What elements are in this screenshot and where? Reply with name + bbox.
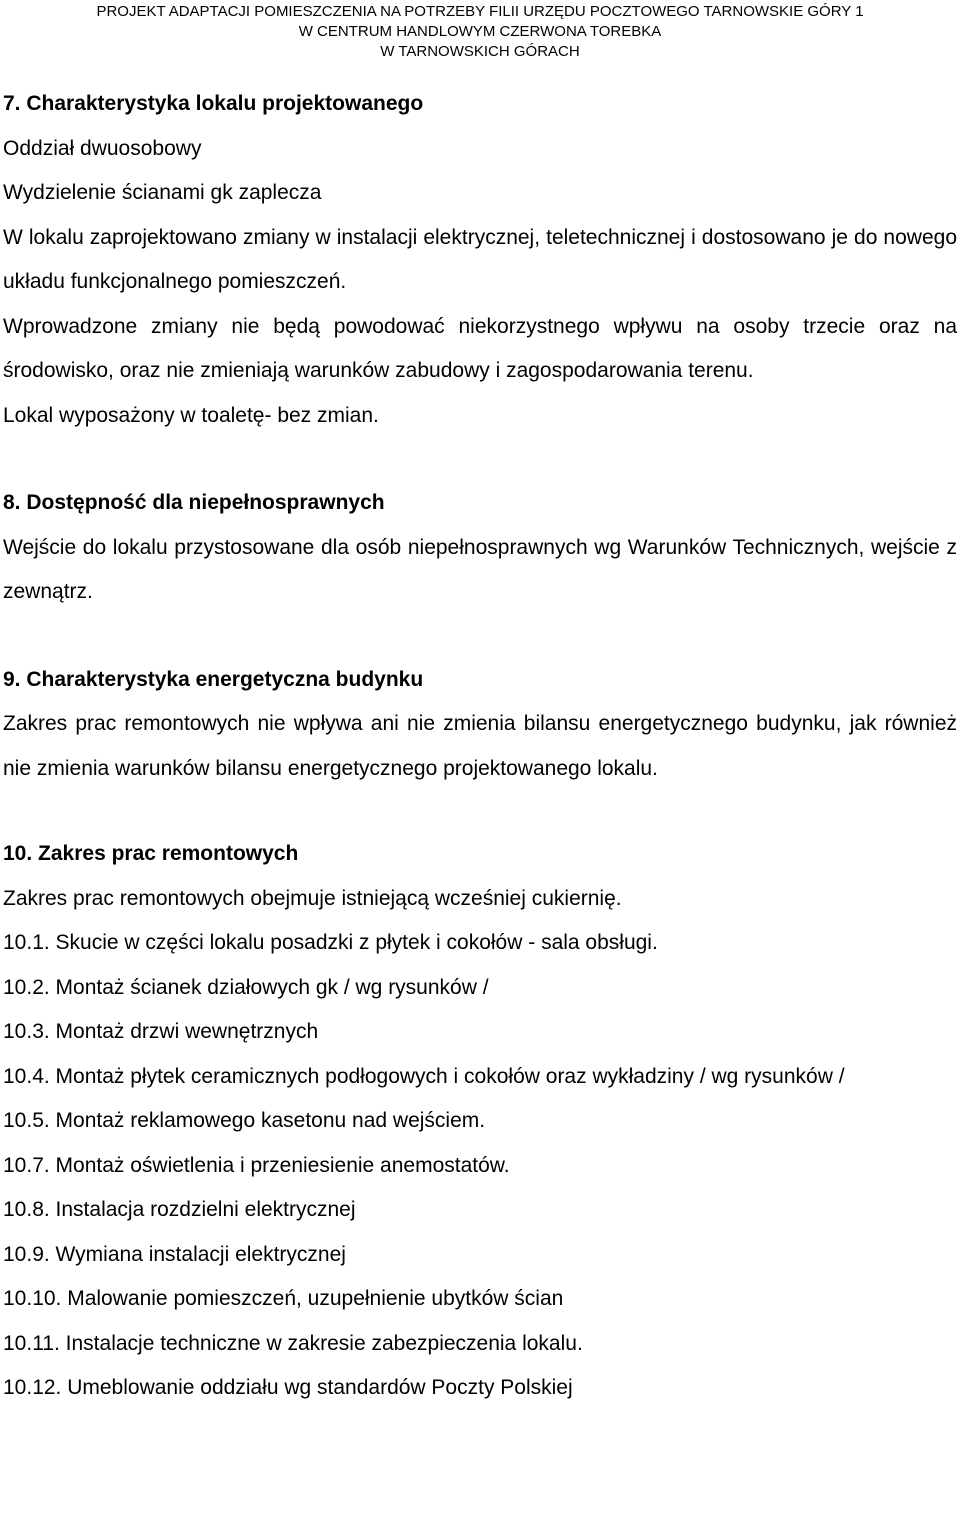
section-10-intro: Zakres prac remontowych obejmuje istniejącą wcześniej cukiernię.	[3, 886, 622, 910]
header-line-2: W CENTRUM HANDLOWYM CZERWONA TOREBKA	[298, 23, 662, 40]
list-item: 10.8. Instalacja rozdzielni elektrycznej	[3, 1198, 356, 1221]
list-item: 10.3. Montaż drzwi wewnętrznych	[3, 1020, 319, 1043]
list-item: 10.11. Instalacje techniczne w zakresie zabezpieczenia lokalu.	[3, 1331, 583, 1355]
section-7-paragraph: Wprowadzone zmiany nie będą powodować niekorzystnego wpływu na osoby trzecie oraz na środowisko, oraz nie zmieniają warunków zabudowy i zagospodarowania terenu.	[3, 314, 957, 382]
section-7-paragraph: Oddział dwuosobowy	[3, 136, 202, 160]
list-item: 10.2. Montaż ścianek działowych gk / wg rysunków /	[3, 975, 489, 999]
section-7-paragraph: Lokal wyposażony w toaletę- bez zmian.	[3, 403, 379, 427]
section-10	[3, 832, 957, 1411]
section-9-heading: 9. Charakterystyka energetyczna budynku	[3, 667, 424, 691]
spacer	[3, 615, 957, 658]
section-7-paragraph: Wydzielenie ścianami gk zaplecza	[3, 181, 322, 204]
section-7	[3, 82, 957, 438]
list-item: 10.4. Montaż płytek ceramicznych podłogowych i cokołów oraz wykładziny / wg rysunków /	[3, 1064, 845, 1088]
section-10-heading: 10. Zakres prac remontowych	[3, 842, 299, 865]
section-9	[3, 658, 957, 792]
list-item: 10.10. Malowanie pomieszczeń, uzupełnienie ubytków ścian	[3, 1287, 564, 1310]
section-8-heading: 8. Dostępność dla niepełnosprawnych	[3, 491, 385, 514]
list-item: 10.7. Montaż oświetlenia i przeniesienie anemostatów.	[3, 1153, 510, 1177]
list-item: 10.9. Wymiana instalacji elektrycznej	[3, 1242, 346, 1266]
header-line-1: PROJEKT ADAPTACJI POMIESZCZENIA NA POTRZEBY FILII URZĘDU POCZTOWEGO TARNOWSKIE GÓRY 1	[96, 3, 864, 20]
header-line-3: W TARNOWSKICH GÓRACH	[380, 43, 580, 60]
section-9-paragraph: Zakres prac remontowych nie wpływa ani nie zmienia bilansu energetycznego budynku, jak również nie zmienia warunków bilansu energetycznego projektowanego lokalu.	[3, 712, 957, 780]
spacer	[3, 791, 957, 832]
list-item: 10.1. Skucie w części lokalu posadzki z płytek i cokołów - sala obsługi.	[3, 931, 658, 954]
section-7-paragraph: W lokalu zaprojektowano zmiany w instalacji elektrycznej, teletechnicznej i dostosowano je do nowego układu funkcjonalnego pomieszczeń.	[3, 225, 957, 293]
list-item: 10.5. Montaż reklamowego kasetonu nad wejściem.	[3, 1109, 486, 1132]
page-header	[0, 0, 960, 62]
spacer	[3, 438, 957, 481]
document-body	[3, 82, 957, 1411]
section-7-heading: 7. Charakterystyka lokalu projektowanego	[3, 92, 424, 115]
list-item: 10.12. Umeblowanie oddziału wg standardów Poczty Polskiej	[3, 1376, 573, 1399]
section-8-paragraph: Wejście do lokalu przystosowane dla osób niepełnosprawnych wg Warunków Technicznych, wejście z zewnątrz.	[3, 535, 957, 603]
section-8	[3, 481, 957, 615]
